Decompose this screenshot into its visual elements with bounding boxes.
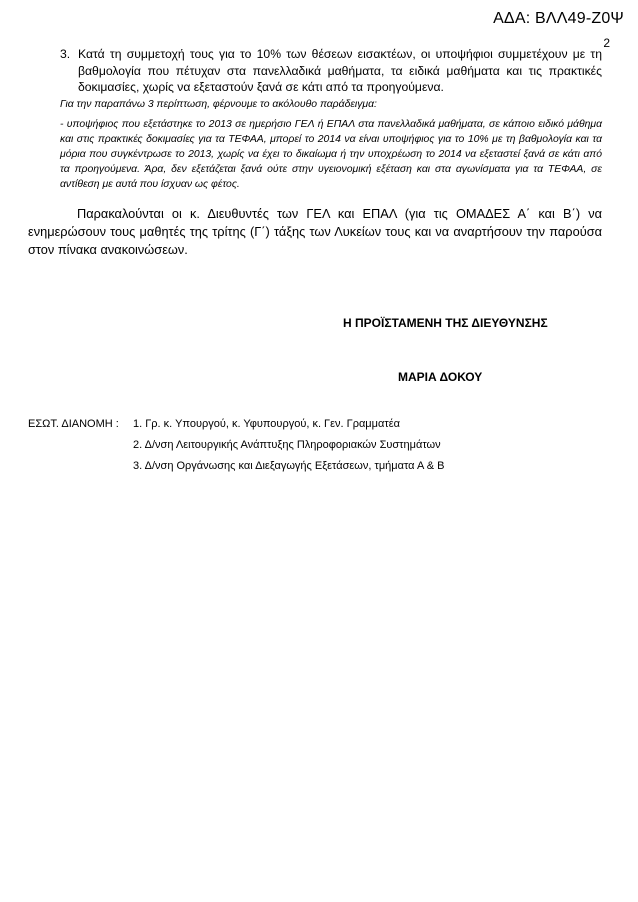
- signature-title: Η ΠΡΟΪΣΤΑΜΕΝΗ ΤΗΣ ΔΙΕΥΘΥΝΣΗΣ: [343, 316, 548, 330]
- distribution-item: 3. Δ/νση Οργάνωσης και Διεξαγωγής Εξετάσεων, τμήματα Α & Β: [133, 460, 445, 472]
- signature-name: ΜΑΡΙΑ ΔΟΚΟΥ: [398, 370, 483, 384]
- distribution-label: ΕΣΩΤ. ΔΙΑΝΟΜΗ :: [28, 418, 119, 430]
- distribution-item: 1. Γρ. κ. Υπουργού, κ. Υφυπουργού, κ. Γεν. Γραμματέα: [133, 418, 400, 430]
- paragraph-number: 3.: [60, 47, 71, 61]
- ada-code: ΑΔΑ: ΒΛΛ49-Ζ0Ψ: [493, 10, 624, 27]
- distribution-item: 2. Δ/νση Λειτουργικής Ανάπτυξης Πληροφοριακών Συστημάτων: [133, 439, 441, 451]
- distribution-list: [133, 414, 445, 477]
- request-paragraph: Παρακαλούνται οι κ. Διευθυντές των ΓΕΛ και ΕΠΑΛ (για τις ΟΜΑΔΕΣ Α΄ και Β΄) να ενημερώσουν τους μαθητές της τρίτης (Γ΄) τάξης των Λυκείων τους και να αναρτήσουν την παρούσα στον πίνακα ανακοινώσεων.: [28, 206, 602, 257]
- example-intro: Για την παραπάνω 3 περίπτωση, φέρνουμε το ακόλουθο παράδειγμα:: [60, 99, 377, 110]
- example-text: - υποψήφιος που εξετάστηκε το 2013 σε ημερήσιο ΓΕΛ ή ΕΠΑΛ στα πανελλαδικά μαθήματα, σε κάποιο ειδικό μάθημα και στις πρακτικές δοκιμασίες για τα ΤΕΦΑΑ, μπορεί το 2014 να είναι υποψήφιος για το 10% με τη βαθμολογία και τα μόρια που συγκέντρωσε το 2013, χωρίς να έχει το δικαίωμα ή την υποχρέωση το 2014 να εξεταστεί ξανά σε κάτι από τα προηγούμενα. Άρα, δεν εξετάζεται ξανά ούτε στην υγειονομική εξέταση και στα αγωνίσματα για τα ΤΕΦΑΑ, σε αντίθεση με αυτά που ίσχυαν ως φέτος.: [60, 119, 602, 190]
- page-number: 2: [603, 36, 610, 50]
- numbered-paragraph-3: [60, 46, 602, 96]
- paragraph-text: Κατά τη συμμετοχή τους για το 10% των θέσεων εισακτέων, οι υποψήφιοι συμμετέχουν με τη βαθμολογία που πέτυχαν στα πανελλαδικά μαθήματα, τα ειδικά μαθήματα και τις πρακτικές δοκιμασίες, χωρίς να εξεταστούν ξανά σε κάτι από τα προηγούμενα.: [78, 47, 602, 94]
